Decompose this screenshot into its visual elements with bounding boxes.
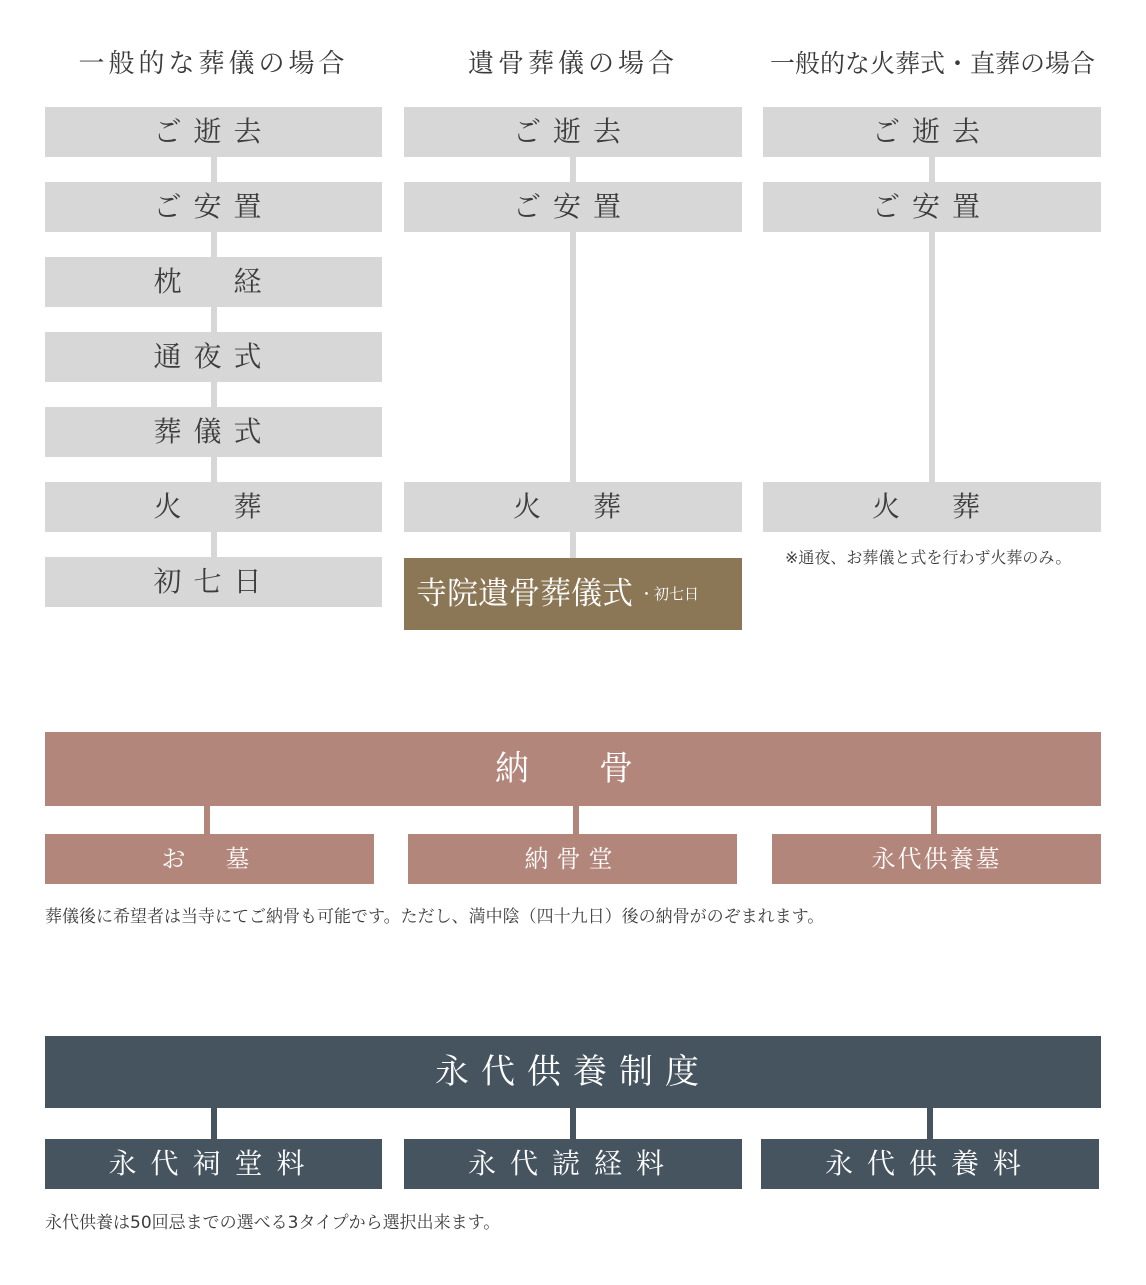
eitai-option-kuyo: 永代供養料 xyxy=(761,1139,1099,1189)
nokotsu-option-perpetual-grave: 永代供養墓 xyxy=(772,834,1101,884)
col2-step-passing: ご逝去 xyxy=(404,107,742,157)
column-title-general-funeral: 一般的な葬儀の場合 xyxy=(78,49,349,79)
highlight-main-label: 寺院遺骨葬儀式 xyxy=(416,576,633,612)
col1-step-funeral-ceremony: 葬儀式 xyxy=(45,407,382,457)
col3-step-cremation: 火 葬 xyxy=(763,482,1101,532)
eitai-option-shidou: 永代祠堂料 xyxy=(45,1139,382,1189)
col1-step-cremation: 火 葬 xyxy=(45,482,382,532)
col1-step-passing: ご逝去 xyxy=(45,107,382,157)
col3-step-passing: ご逝去 xyxy=(763,107,1101,157)
column-title-ashes-funeral: 遺骨葬儀の場合 xyxy=(467,49,678,79)
col1-step-wake: 通夜式 xyxy=(45,332,382,382)
nokotsu-connector-center xyxy=(573,806,579,834)
column-title-direct-cremation: 一般的な火葬式・直葬の場合 xyxy=(769,49,1095,78)
col1-step-laying-in-state: ご安置 xyxy=(45,182,382,232)
eitai-kuyo-header: 永代供養制度 xyxy=(45,1036,1101,1108)
eitai-option-dokyo: 永代読経料 xyxy=(404,1139,742,1189)
col3-step-laying-in-state: ご安置 xyxy=(763,182,1101,232)
nokotsu-header: 納 骨 xyxy=(45,732,1101,806)
nokotsu-option-ossuary: 納骨堂 xyxy=(408,834,737,884)
highlight-sub-label: ・初七日 xyxy=(639,585,700,603)
col1-step-seventh-day: 初七日 xyxy=(45,557,382,607)
col2-step-laying-in-state: ご安置 xyxy=(404,182,742,232)
eitai-connector-right xyxy=(927,1108,933,1139)
nokotsu-connector-right xyxy=(931,806,937,834)
nokotsu-option-grave: お 墓 xyxy=(45,834,374,884)
nokotsu-note: 葬儀後に希望者は当寺にてご納骨も可能です。ただし、満中陰（四十九日）後の納骨がのぞまれます。 xyxy=(45,907,825,927)
eitai-connector-center xyxy=(570,1108,576,1139)
eitai-note: 永代供養は50回忌までの選べる3タイプから選択出来ます。 xyxy=(45,1213,501,1233)
col1-step-pillow-sutra: 枕 経 xyxy=(45,257,382,307)
col2-step-cremation: 火 葬 xyxy=(404,482,742,532)
direct-cremation-note: ※通夜、お葬儀と式を行わず火葬のみ。 xyxy=(785,548,1072,567)
eitai-connector-left xyxy=(211,1108,217,1139)
temple-ashes-funeral-highlight xyxy=(404,558,742,630)
nokotsu-connector-left xyxy=(204,806,210,834)
